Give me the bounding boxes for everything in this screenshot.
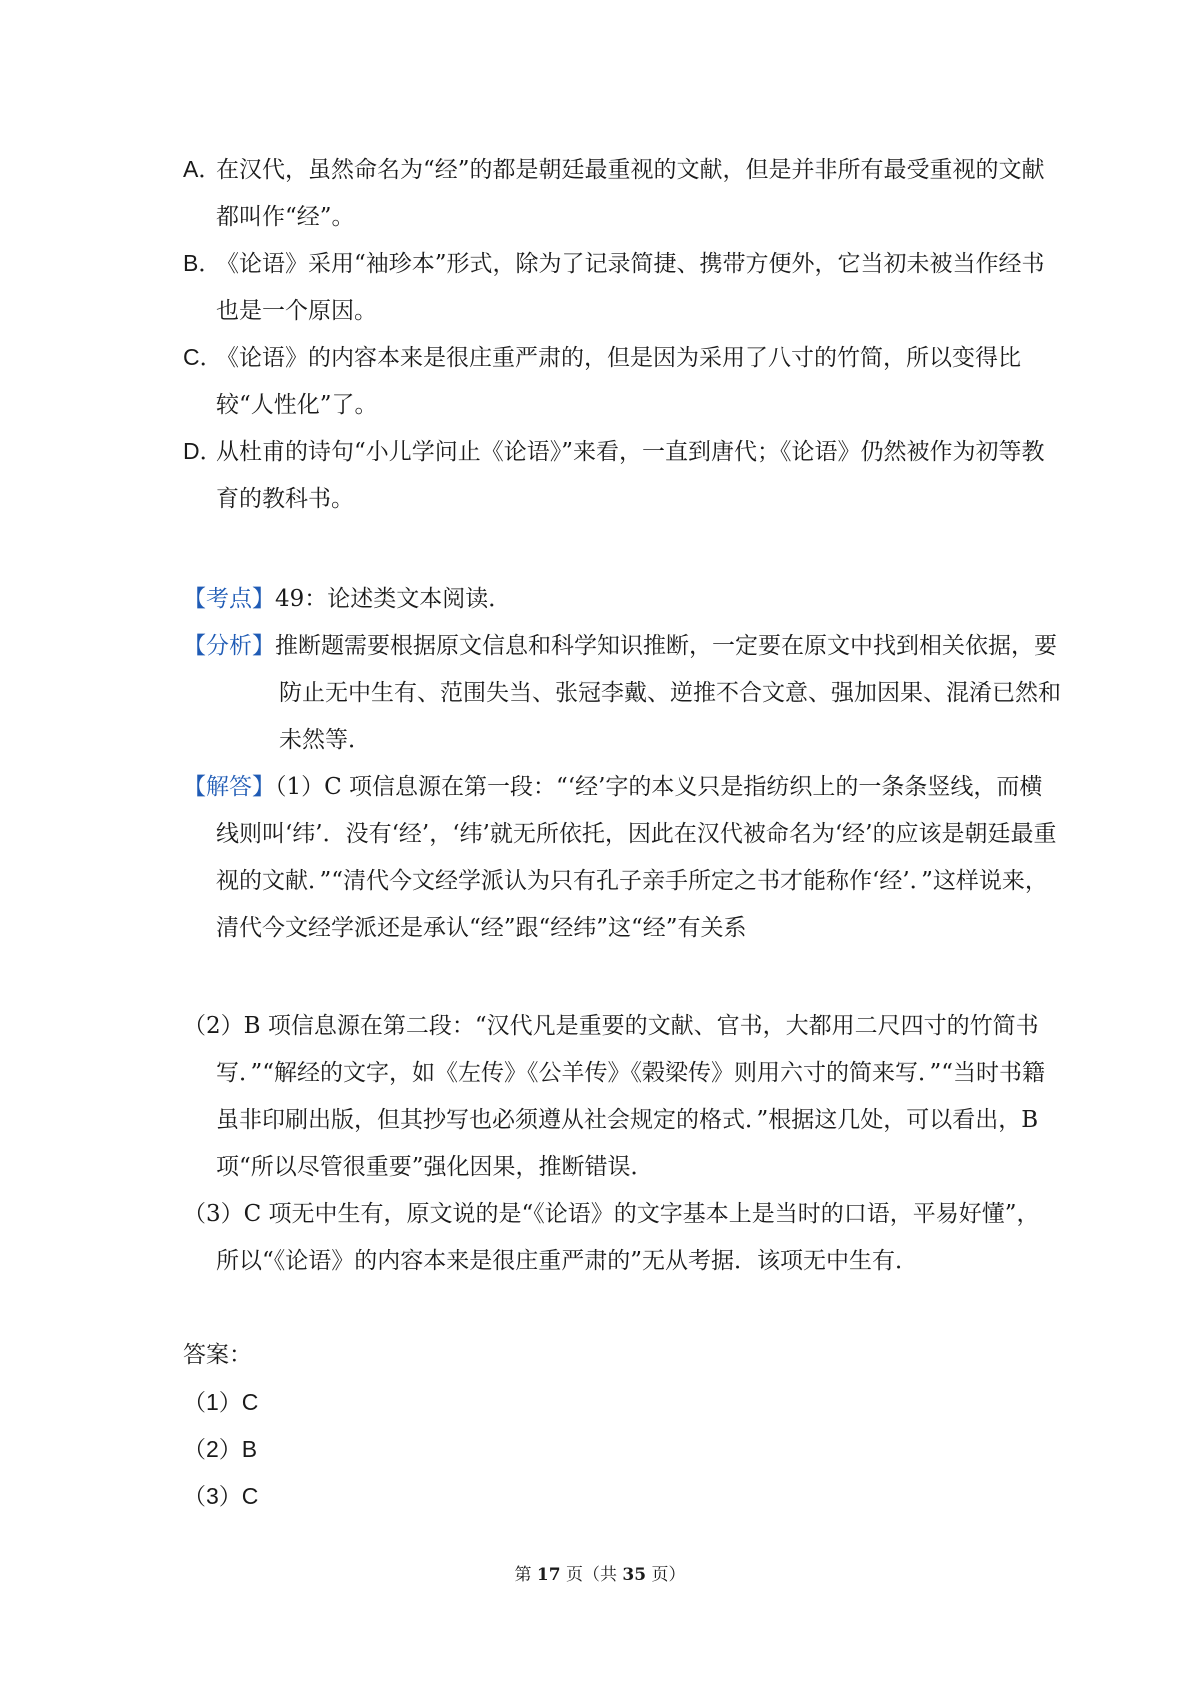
footer-mid: 页（共 (566, 1565, 617, 1585)
jieda-tag: 【解答】 (183, 774, 275, 800)
page-footer (0, 1560, 1200, 1585)
fenxi-text: 推断题需要根据原文信息和科学知识推断，一定要在原文中找到相关依据，要防止无中生有、范围失当、张冠李戴、逆推不合文意、强加因果、混淆已然和未然等． (275, 633, 1061, 753)
kaodian-tag: 【考点】 (183, 586, 275, 612)
jieda-p1 (183, 764, 1061, 952)
option-label: B． (183, 250, 222, 276)
page-number: 17 (536, 1565, 561, 1585)
option-label: C． (183, 344, 223, 370)
jieda-p3-text: （3）C 项无中生有，原文说的是“《论语》的文字基本上是当时的口语，平易好懂”，所以“《论语》的内容本来是很庄重严肃的”无从考据．该项无中生有． (183, 1201, 1040, 1274)
answer-item: （1）C (183, 1389, 259, 1415)
footer-post: 页） (651, 1565, 686, 1585)
option-text: 《论语》的内容本来是很庄重严肃的，但是因为采用了八寸的竹简，所以变得比较“人性化”了。 (216, 345, 1021, 418)
jieda-p2 (183, 1003, 1061, 1191)
option-label: A． (183, 156, 222, 182)
fenxi-tag: 【分析】 (183, 633, 275, 659)
kaodian-section (183, 576, 511, 623)
option-text: 在汉代，虽然命名为“经”的都是朝廷最重视的文献，但是并非所有最受重视的文献都叫作“经”。 (216, 157, 1045, 230)
footer-pre: 第 (514, 1565, 532, 1585)
option-c (183, 334, 1061, 429)
option-label: D． (183, 438, 223, 464)
kaodian-text: 49：论述类文本阅读． (275, 586, 512, 612)
fenxi-section (183, 623, 1061, 764)
jieda-p2-text: （2）B 项信息源在第二段：“汉代凡是重要的文献、官书，大都用二尺四寸的竹简书写．”“解经的文字，如《左传》《公羊传》《榖梁传》则用六寸的简来写．”“当时书籍虽非印刷出版，但其抄写也必须遵从社会规定的格式．”根据这几处，可以看出，B 项“所以尽管很重要”强化因果，推断错误． (183, 1013, 1046, 1180)
option-d (183, 428, 1061, 523)
option-text: 从杜甫的诗句“小儿学问止《论语》”来看，一直到唐代；《论语》仍然被作为初等教育的教科书。 (216, 439, 1045, 512)
option-text: 《论语》采用“袖珍本”形式，除为了记录简捷、携带方便外，它当初未被当作经书也是一个原因。 (216, 251, 1045, 324)
option-b (183, 240, 1061, 335)
jieda-p3 (183, 1191, 1061, 1285)
total-pages: 35 (622, 1565, 647, 1585)
option-a (183, 146, 1061, 241)
jieda-p1-text: （1）C 项信息源在第一段：“‘经’字的本义只是指纺织上的一条条竖线，而横线则叫‘纬’．没有‘经’，‘纬’就无所依托，因此在汉代被命名为‘经’的应该是朝廷最重视的文献．”“清代今文经学派认为只有孔子亲手所定之书才能称作‘经’．”这样说来，清代今文经学派还是承认“经”跟“经纬”这“经”有关系 (216, 774, 1057, 941)
answer-item: （3）C (183, 1483, 259, 1509)
answer-heading: 答案： (183, 1342, 252, 1368)
answer-item: （2）B (183, 1436, 258, 1462)
